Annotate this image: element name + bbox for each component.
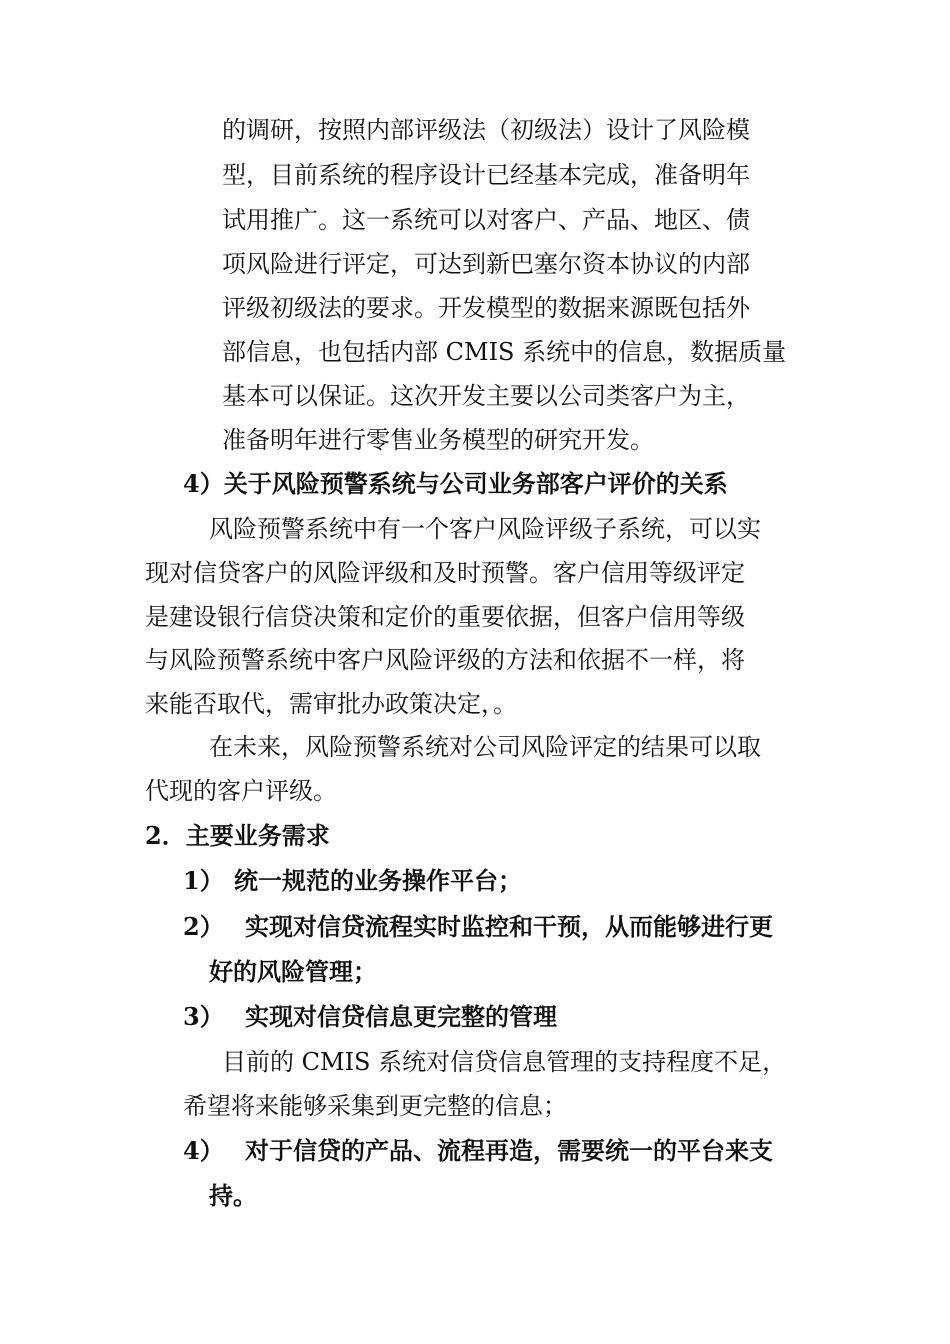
- list-item-text-continuation: 好的风险管理；: [209, 957, 377, 986]
- list-item-text: 对于信贷的产品、流程再造，需要统一的平台来支: [245, 1136, 773, 1165]
- list-item-number: 3）: [183, 1002, 224, 1031]
- list-item-text: 实现对信贷流程实时监控和干预，从而能够进行更: [245, 912, 773, 941]
- section-heading-4: 4）关于风险预警系统与公司业务部客户评价的关系: [183, 469, 728, 498]
- list-item-number: 1）: [183, 866, 224, 895]
- body-text-line: 来能否取代，需审批办政策决定，。: [145, 690, 517, 718]
- body-text-line: 是建设银行信贷决策和定价的重要依据，但客户信用等级: [145, 603, 745, 631]
- list-item-number: 4）: [183, 1136, 224, 1165]
- list-item-text: 实现对信贷信息更完整的管理: [245, 1002, 557, 1031]
- section-heading-2: 2．主要业务需求: [145, 821, 330, 850]
- body-text-line: 风险预警系统中有一个客户风险评级子系统，可以实: [209, 515, 761, 543]
- body-text-line: 基本可以保证。这次开发主要以公司类客户为主，: [222, 382, 750, 410]
- list-item-number: 2）: [183, 912, 224, 941]
- body-text-line: 评级初级法的要求。开发模型的数据来源既包括外: [222, 294, 750, 322]
- body-text-line: 在未来，风险预警系统对公司风险评定的结果可以取: [209, 733, 761, 761]
- body-text-line: 目前的 CMIS 系统对信贷信息管理的支持程度不足，: [222, 1048, 787, 1076]
- list-item-text: 统一规范的业务操作平台；: [234, 866, 522, 895]
- body-text-line: 项风险进行评定，可达到新巴塞尔资本协议的内部: [222, 250, 750, 278]
- body-text-line: 现对信贷客户的风险评级和及时预警。客户信用等级评定: [145, 559, 745, 587]
- body-text-line: 希望将来能够采集到更完整的信息；: [183, 1092, 567, 1120]
- body-text-line: 的调研，按照内部评级法（初级法）设计了风险模: [222, 116, 750, 144]
- body-text-line: 部信息，也包括内部 CMIS 系统中的信息，数据质量: [222, 338, 787, 366]
- list-item-text-continuation: 持。: [209, 1181, 257, 1210]
- body-text-line: 准备明年进行零售业务模型的研究开发。: [222, 426, 654, 454]
- body-text-line: 试用推广。这一系统可以对客户、产品、地区、债: [222, 206, 750, 234]
- body-text-line: 型，目前系统的程序设计已经基本完成，准备明年: [222, 161, 750, 189]
- body-text-line: 代现的客户评级。: [145, 777, 337, 805]
- body-text-line: 与风险预警系统中客户风险评级的方法和依据不一样，将: [145, 646, 745, 674]
